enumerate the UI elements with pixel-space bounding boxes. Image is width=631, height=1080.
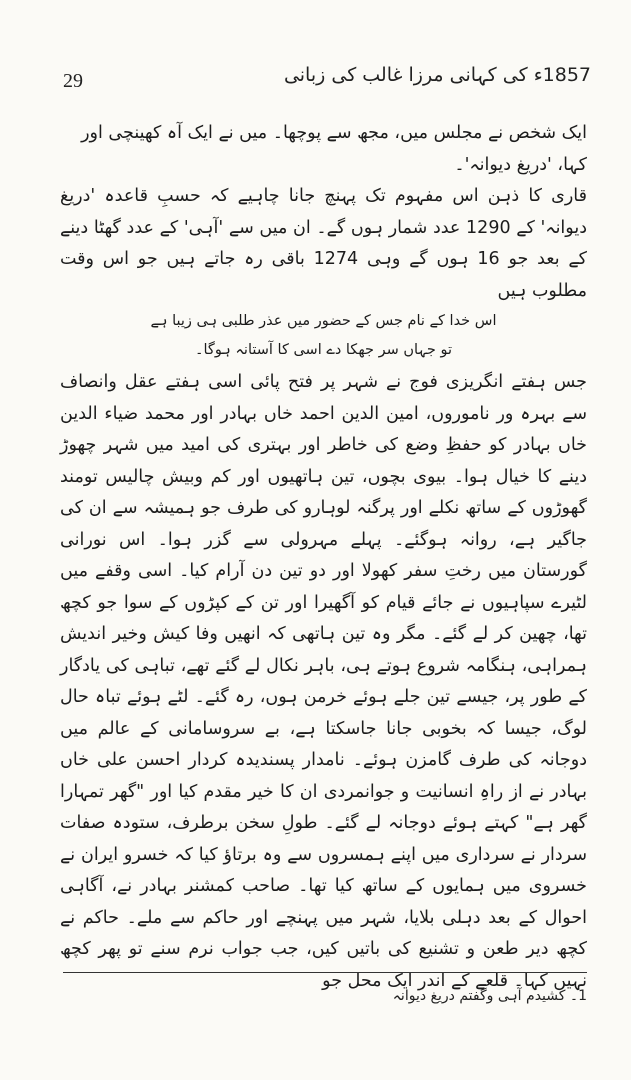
footnote: 1۔ کشیدم آہی وگفتم دریغ دیوانہ bbox=[392, 988, 587, 1004]
verse-line-1: اس خدا کے نام جس کے حضور میں عذر طلبی ہی زیبا ہے bbox=[150, 313, 497, 329]
quote-line: ایک شخص نے مجلس میں، مجھ سے پوچھا۔ میں نے ایک آہ کھینچی اور کہا، 'دریغ دیوانہ'۔ bbox=[81, 123, 587, 175]
paragraph-1: قاری کا ذہن اس مفہوم تک پہنچ جانا چاہیے کہ حسبِ قاعدہ 'دریغ دیوانہ' کے 1290 عدد شمار ہوں گے۔ ان میں سے 'آہی' کے عدد گھٹا دینے کے بعد جو 16 ہوں گے وہی 1274 باقی رہ جاتے ہیں جو اس وقت مطلوب ہیں bbox=[60, 186, 588, 301]
running-title: 1857ء کی کہانی مرزا غالب کی زبانی bbox=[283, 64, 591, 86]
page-number: 29 bbox=[63, 70, 83, 92]
verse-block bbox=[60, 307, 587, 365]
verse-line-2: تو جہاں سر جھکا دے اسی کا آستانہ ہوگا۔ bbox=[195, 342, 452, 358]
page-body bbox=[60, 118, 587, 997]
footnote-divider bbox=[63, 972, 587, 973]
paragraph-2: جس ہفتے انگریزی فوج نے شہر پر فتح پائی اسی ہفتے عقل وانصاف سے بہرہ ور ناموروں، امین الدین احمد خاں بہادر اور محمد ضیاء الدین خاں بہادر کو حفظِ وضع کی خاطر اور بہتری کی امید میں شہر چھوڑ دینے کا خیال ہوا۔ بیوی بچوں، تین ہاتھیوں اور کم وبیش چالیس تومند گھوڑوں کے ساتھ نکلے اور پرگنہ لوہارو کی طرف جو ہمیشہ سے ان کی جاگیر ہے، روانہ ہوگئے۔ پہلے مہرولی سے گزر ہوا۔ اس نورانی گورستان میں رختِ سفر کھولا اور دو تین دن آرام کیا۔ اسی وقفے میں لٹیرے سپاہیوں نے جائے قیام کو آگھیرا اور تن کے کپڑوں کے سوا جو کچھ تھا، چھین کر لے گئے۔ مگر وہ تین ہاتھی کہ انھیں وفا کیش وخیر اندیش ہمراہی، ہنگامہ شروع ہوتے ہی، باہر نکال لے گئے تھے، تباہی کی یادگار کے طور پر، جیسے تین جلے ہوئے خرمن ہوں، رہ گئے۔ لٹے ہوئے تباہ حال لوگ، جیسا کہ بخوبی جانا جاسکتا ہے، بے سروسامانی کے عالم میں دوجانہ کی طرف گامزن ہوئے۔ نامدار پسندیدہ کردار احسن علی خاں بہادر نے از راہِ انسانیت و جوانمردی ان کا خیر مقدم کیا اور "گھر تمہارا گھر ہے" کہتے ہوئے دوجانہ لے گئے۔ طولِ سخن برطرف، ستودہ صفات سردار نے سرداری میں اپنے ہمسروں سے وہ برتاؤ کیا کہ خسرو ایران نے خسروی میں ہمایوں کے ساتھ کیا تھا۔ صاحب کمشنر بہادر نے، آگاہی احوال کے بعد دہلی بلایا، شہر میں پہنچے اور حاکم سے ملے۔ حاکم نے کچھ دیر طعن و تشنیع کی باتیں کیں، جب جواب نرم سنے تو پھر کچھ نہیں کہا۔ قلعے کے اندر ایک محل جو bbox=[60, 372, 587, 991]
